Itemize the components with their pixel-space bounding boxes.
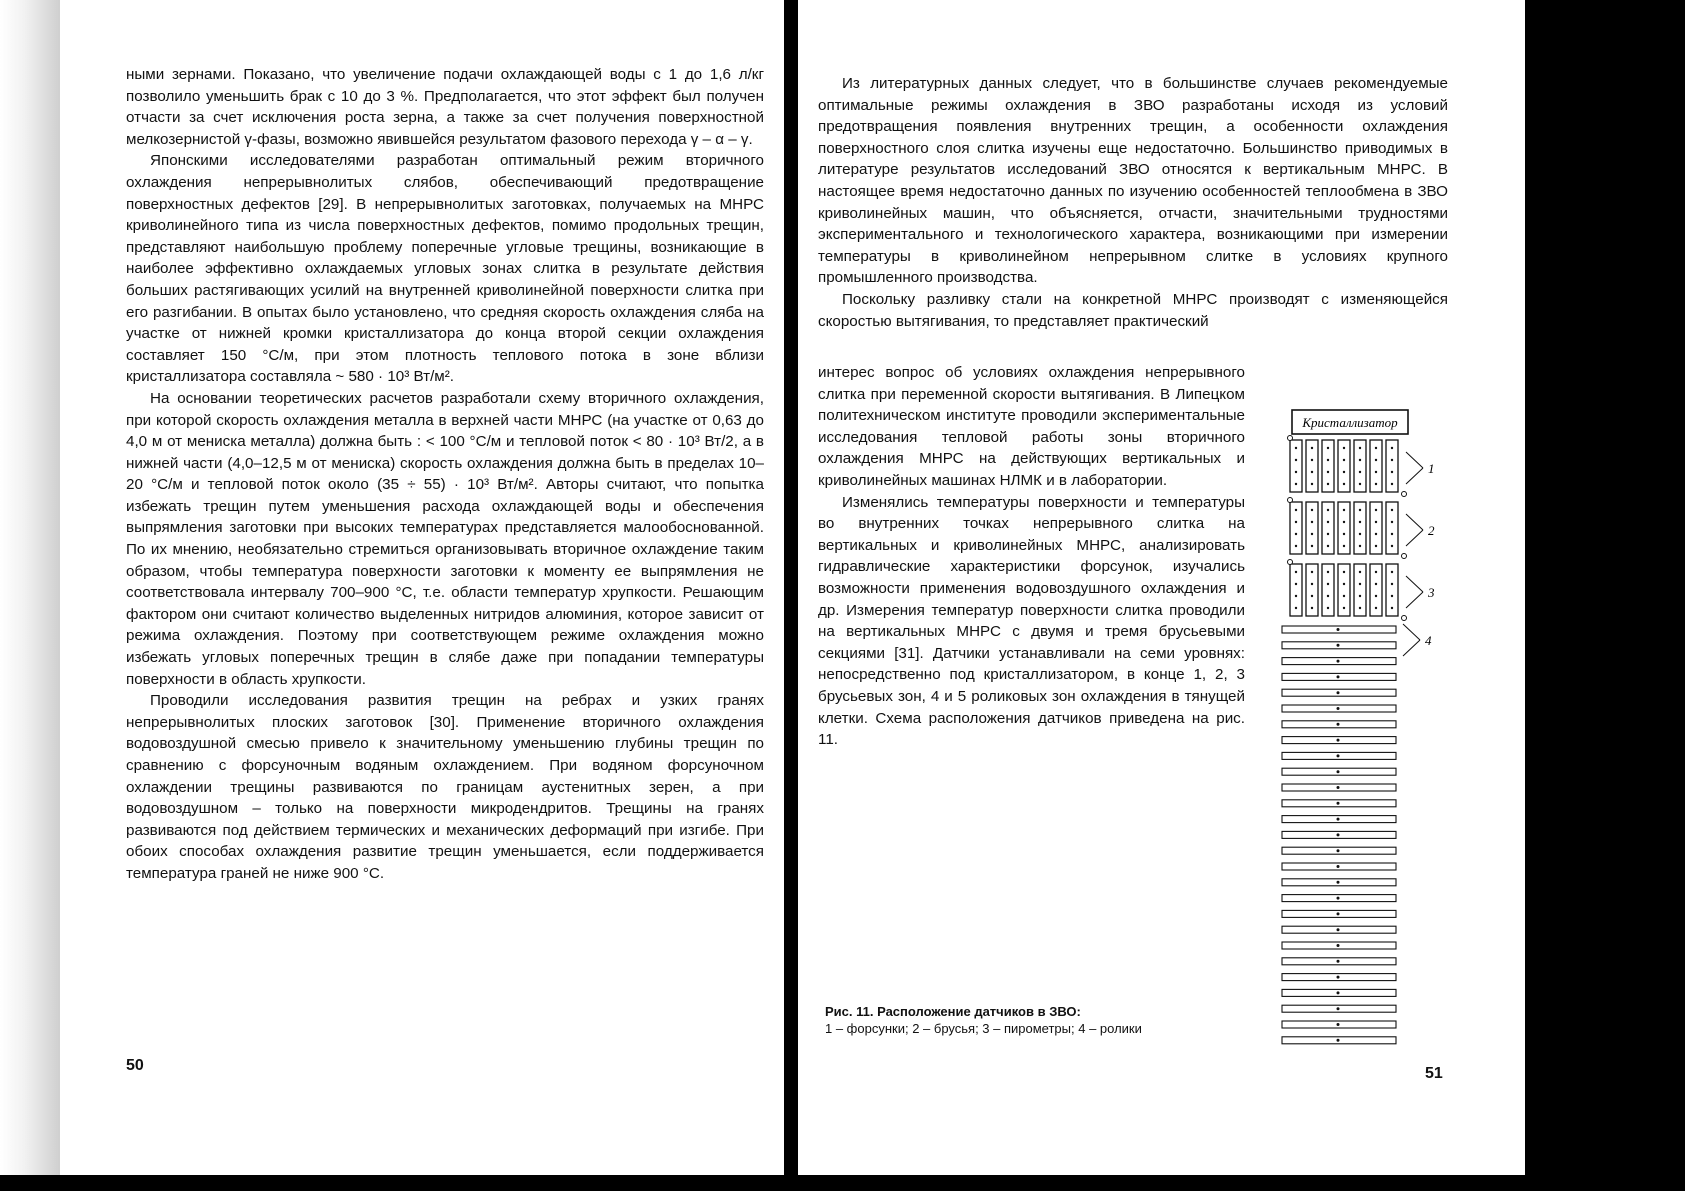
nozzle-dot [1359, 571, 1361, 573]
label-leader [1403, 640, 1420, 656]
nozzle-dot [1343, 595, 1345, 597]
nozzle-dot [1327, 459, 1329, 461]
nozzle-dot [1311, 459, 1313, 461]
nozzle-dot [1327, 533, 1329, 535]
nozzle-dot [1391, 533, 1393, 535]
zone-number-label: 1 [1428, 461, 1435, 476]
nozzle-dot [1391, 447, 1393, 449]
nozzle-dot [1343, 459, 1345, 461]
roller-axis [1337, 928, 1340, 931]
label-leader [1406, 468, 1423, 484]
paragraph: Из литературных данных следует, что в большинстве случаев рекомендуемые оптимальные режимы охлаждения в ЗВО разработаны исходя из условий предотвращения появления внутренних трещин, а особенности охлаждения поверхностного слоя слитка изучены еще недостаточно. Большинство приводимых в литературе результатов исследований ЗВО относятся к вертикальным МНРС. В настоящее время недостаточно данных по изучению особенностей теплообмена в ЗВО криволинейных машин, что объясняется, отчасти, значительными трудностями экспериментального и технологического характера, возникающими при измерении температуры в криволинейном непрерывном слитке в условиях крупного промышленного производства. [818, 75, 1448, 287]
nozzle-dot [1311, 571, 1313, 573]
roller-axis [1337, 960, 1340, 963]
roller-axis [1337, 944, 1340, 947]
zone-number-label: 3 [1428, 585, 1435, 600]
nozzle-dot [1311, 533, 1313, 535]
nozzle-dot [1375, 545, 1377, 547]
nozzle-dot [1343, 533, 1345, 535]
left-page-text [126, 64, 764, 885]
label-leader [1406, 452, 1423, 468]
sensor-layout-diagram [1280, 408, 1445, 1053]
nozzle-dot [1359, 607, 1361, 609]
paragraph: На основании теоретических расчетов разработали схему вторичного охлаждения, при которой скорость охлаждения металла в верхней части МНРС (на участке от 0,63 до 4,0 м от мениска металла) должна быть : < 100 °С/м и тепловой поток < 80 · 10³ Вт/2, а в нижней части (4,0–12,5 м от мениска) скорость охлаждения должна быть в пределах 10–20 °С/м и тепловой поток около (35 ÷ 55) · 10³ Вт/м². Авторы считают, что попытка избежать трещин путем уменьшения расхода охлаждающей воды и обеспечения выпрямления заготовки при высоких температурах представляется малообоснованной. По их мнению, необязательно стремиться организовывать вторичное охлаждение таким образом, чтобы температура поверхности заготовки к моменту ее выпрямления не соответствовала интервалу 700–900 °С, т.е. области температур хрупкости. Решающим фактором они считают количество выделенных нитридов алюминия, которое зависит от режима охлаждения. Поэтому при соответствующем режиме охлаждения можно избежать угловых поперечных трещин в слябе даже при попадании температуры поверхности в область хрупкости. [126, 389, 764, 688]
roller-axis [1337, 1023, 1340, 1026]
roller-axis [1337, 849, 1340, 852]
nozzle-dot [1295, 607, 1297, 609]
nozzle-dot [1295, 583, 1297, 585]
nozzle-dot [1327, 521, 1329, 523]
nozzle-dot [1311, 595, 1313, 597]
roller-axis [1337, 675, 1340, 678]
page-number-left: 50 [126, 1057, 144, 1074]
nozzle-dot [1295, 459, 1297, 461]
paragraph: ными зернами. Показано, что увеличение подачи охлаждающей воды с 1 до 1,6 л/кг позволило уменьшить брак с 10 до 3 %. Предполагается, что этот эффект был получен отчасти за счет исключения роста зерна, а также за счет получения поверхностной мелкозернистой γ-фазы, возможно явившейся результатом фазового перехода γ – α – γ. [126, 66, 764, 148]
zone-number-label: 4 [1425, 633, 1432, 648]
sensor-marker [1402, 492, 1407, 497]
paragraph: Проводили исследования развития трещин на ребрах и узких гранях непрерывнолитых плоских заготовок [30]. Применение вторичного охлаждения водовоздушной смесью привело к значительному уменьшению глубины трещин по сравнению с форсуночным водяным охлаждением. При водяном форсуночном охлаждении трещины развиваются по границам аустенитных зерен, а при водовоздушном – только на поверхности микродендритов. Трещины на гранях развиваются под действием термических и механических деформаций при изгибе. При обоих способах охлаждения развитие трещин уменьшается, если поддерживается температура граней не ниже 900 °С. [126, 692, 764, 882]
nozzle-dot [1343, 571, 1345, 573]
roller-axis [1337, 881, 1340, 884]
paragraph: Японскими исследователями разработан оптимальный режим вторичного охлаждения непрерывнолитых слябов, обеспечивающий предотвращение поверхностных дефектов [29]. В непрерывнолитых заготовках, получаемых на МНРС криволинейного типа из числа поверхностных дефектов, помимо продольных трещин, представляют наибольшую проблему поперечные угловые трещины, возникающие в наиболее эффективно охлаждаемых угловых зонах слитка в результате действия больших растягивающих усилий на внутренней криволинейной поверхности слитка при его разгибании. В опытах было установлено, что средняя скорость охлаждения сляба на участке от нижней кромки кристаллизатора до конца второй секции охлаждения составляет 150 °С/м, при этом плотность теплового потока в зоне вблизи кристаллизатора составляла ~ 580 · 10³ Вт/м². [126, 152, 764, 386]
nozzle-dot [1375, 471, 1377, 473]
nozzle-dot [1343, 583, 1345, 585]
nozzle-dot [1295, 521, 1297, 523]
right-page-text-full [818, 73, 1448, 332]
roller-axis [1337, 707, 1340, 710]
sensor-marker [1288, 560, 1293, 565]
nozzle-dot [1391, 583, 1393, 585]
nozzle-dot [1327, 607, 1329, 609]
nozzle-dot [1295, 447, 1297, 449]
nozzle-dot [1391, 545, 1393, 547]
label-leader [1406, 530, 1423, 546]
nozzle-dot [1391, 607, 1393, 609]
roller-axis [1337, 1039, 1340, 1042]
nozzle-dot [1295, 595, 1297, 597]
nozzle-dot [1295, 533, 1297, 535]
nozzle-dot [1311, 447, 1313, 449]
nozzle-dot [1391, 483, 1393, 485]
nozzle-dot [1359, 533, 1361, 535]
nozzle-dot [1359, 459, 1361, 461]
nozzle-dot [1311, 483, 1313, 485]
label-leader [1406, 576, 1423, 592]
scan-border-bottom [0, 1175, 1685, 1191]
nozzle-dot [1327, 595, 1329, 597]
nozzle-dot [1375, 607, 1377, 609]
nozzle-dot [1359, 583, 1361, 585]
roller-axis [1337, 786, 1340, 789]
nozzle-dot [1343, 509, 1345, 511]
nozzle-dot [1391, 521, 1393, 523]
nozzle-dot [1311, 471, 1313, 473]
nozzle-dot [1359, 521, 1361, 523]
roller-axis [1337, 723, 1340, 726]
roller-axis [1337, 1007, 1340, 1010]
nozzle-dot [1327, 571, 1329, 573]
zone-number-label: 2 [1428, 523, 1435, 538]
page-number-right: 51 [1425, 1065, 1443, 1082]
roller-axis [1337, 644, 1340, 647]
figure-caption-title: Рис. 11. Расположение датчиков в ЗВО: [825, 1004, 1081, 1019]
roller-axis [1337, 991, 1340, 994]
nozzle-dot [1359, 471, 1361, 473]
nozzle-dot [1295, 545, 1297, 547]
nozzle-dot [1391, 471, 1393, 473]
nozzle-dot [1311, 509, 1313, 511]
roller-axis [1337, 691, 1340, 694]
roller-axis [1337, 770, 1340, 773]
right-page-text-narrow [818, 362, 1245, 751]
figure-caption [825, 1003, 1245, 1037]
roller-axis [1337, 833, 1340, 836]
mold-label: Кристаллизатор [1302, 415, 1398, 430]
roller-axis [1337, 739, 1340, 742]
nozzle-dot [1311, 607, 1313, 609]
figure-caption-text: 1 – форсунки; 2 – брусья; 3 – пирометры; 4 – ролики [825, 1021, 1142, 1036]
nozzle-dot [1375, 571, 1377, 573]
roller-axis [1337, 660, 1340, 663]
nozzle-dot [1327, 545, 1329, 547]
roller-axis [1337, 912, 1340, 915]
nozzle-dot [1311, 545, 1313, 547]
nozzle-dot [1391, 509, 1393, 511]
nozzle-dot [1327, 447, 1329, 449]
nozzle-dot [1343, 521, 1345, 523]
nozzle-dot [1343, 447, 1345, 449]
paragraph: интерес вопрос об условиях охлаждения непрерывного слитка при переменной скорости вытягивания. В Липецком политехническом институте проводили экспериментальные исследования тепловой работы зоны вторичного охлаждения МНРС на действующих вертикальных и криволинейных машинах НЛМК и в лаборатории. [818, 364, 1245, 489]
nozzle-dot [1327, 471, 1329, 473]
paragraph: Изменялись температуры поверхности и температуры во внутренних точках непрерывного слитка на вертикальных и криволинейных МНРС, анализировать гидравлические характеристики форсунок, изучались возможности применения водовоздушного охлаждения и др. Измерения температур поверхности слитка проводили на вертикальных МНРС с двумя и тремя брусьевыми секциями [31]. Датчики устанавливали на семи уровнях: непосредственно под кристаллизатором, в конце 1, 2, 3 брусьевых зон, 4 и 5 роликовых зон охлаждения в тянущей клетки. Схема расположения датчиков приведена на рис. 11. [818, 493, 1245, 749]
nozzle-dot [1311, 521, 1313, 523]
label-leader [1406, 514, 1423, 530]
page-edge-shadow [0, 0, 60, 1191]
sensor-marker [1288, 498, 1293, 503]
nozzle-dot [1295, 483, 1297, 485]
nozzle-dot [1375, 533, 1377, 535]
nozzle-dot [1375, 583, 1377, 585]
roller-axis [1337, 628, 1340, 631]
nozzle-dot [1391, 459, 1393, 461]
nozzle-dot [1391, 571, 1393, 573]
nozzle-dot [1359, 545, 1361, 547]
nozzle-dot [1311, 583, 1313, 585]
book-spine [784, 0, 798, 1191]
nozzle-dot [1359, 483, 1361, 485]
paragraph: Поскольку разливку стали на конкретной МНРС производят с изменяющейся скоростью вытягивания, то представляет практический [818, 290, 1448, 330]
sensor-marker [1402, 616, 1407, 621]
nozzle-dot [1343, 471, 1345, 473]
nozzle-dot [1343, 483, 1345, 485]
label-leader [1403, 624, 1420, 640]
nozzle-dot [1359, 595, 1361, 597]
roller-axis [1337, 897, 1340, 900]
nozzle-dot [1391, 595, 1393, 597]
nozzle-dot [1327, 583, 1329, 585]
sensor-marker [1402, 554, 1407, 559]
nozzle-dot [1375, 483, 1377, 485]
roller-axis [1337, 865, 1340, 868]
roller-axis [1337, 818, 1340, 821]
nozzle-dot [1375, 521, 1377, 523]
nozzle-dot [1327, 483, 1329, 485]
nozzle-dot [1295, 471, 1297, 473]
nozzle-dot [1359, 447, 1361, 449]
nozzle-dot [1343, 607, 1345, 609]
roller-axis [1337, 754, 1340, 757]
nozzle-dot [1375, 447, 1377, 449]
roller-axis [1337, 802, 1340, 805]
scan-border-right [1525, 0, 1685, 1191]
nozzle-dot [1295, 509, 1297, 511]
sensor-marker [1288, 436, 1293, 441]
label-leader [1406, 592, 1423, 608]
roller-axis [1337, 976, 1340, 979]
nozzle-dot [1375, 595, 1377, 597]
nozzle-dot [1359, 509, 1361, 511]
nozzle-dot [1375, 509, 1377, 511]
nozzle-dot [1375, 459, 1377, 461]
nozzle-dot [1343, 545, 1345, 547]
nozzle-dot [1327, 509, 1329, 511]
nozzle-dot [1295, 571, 1297, 573]
